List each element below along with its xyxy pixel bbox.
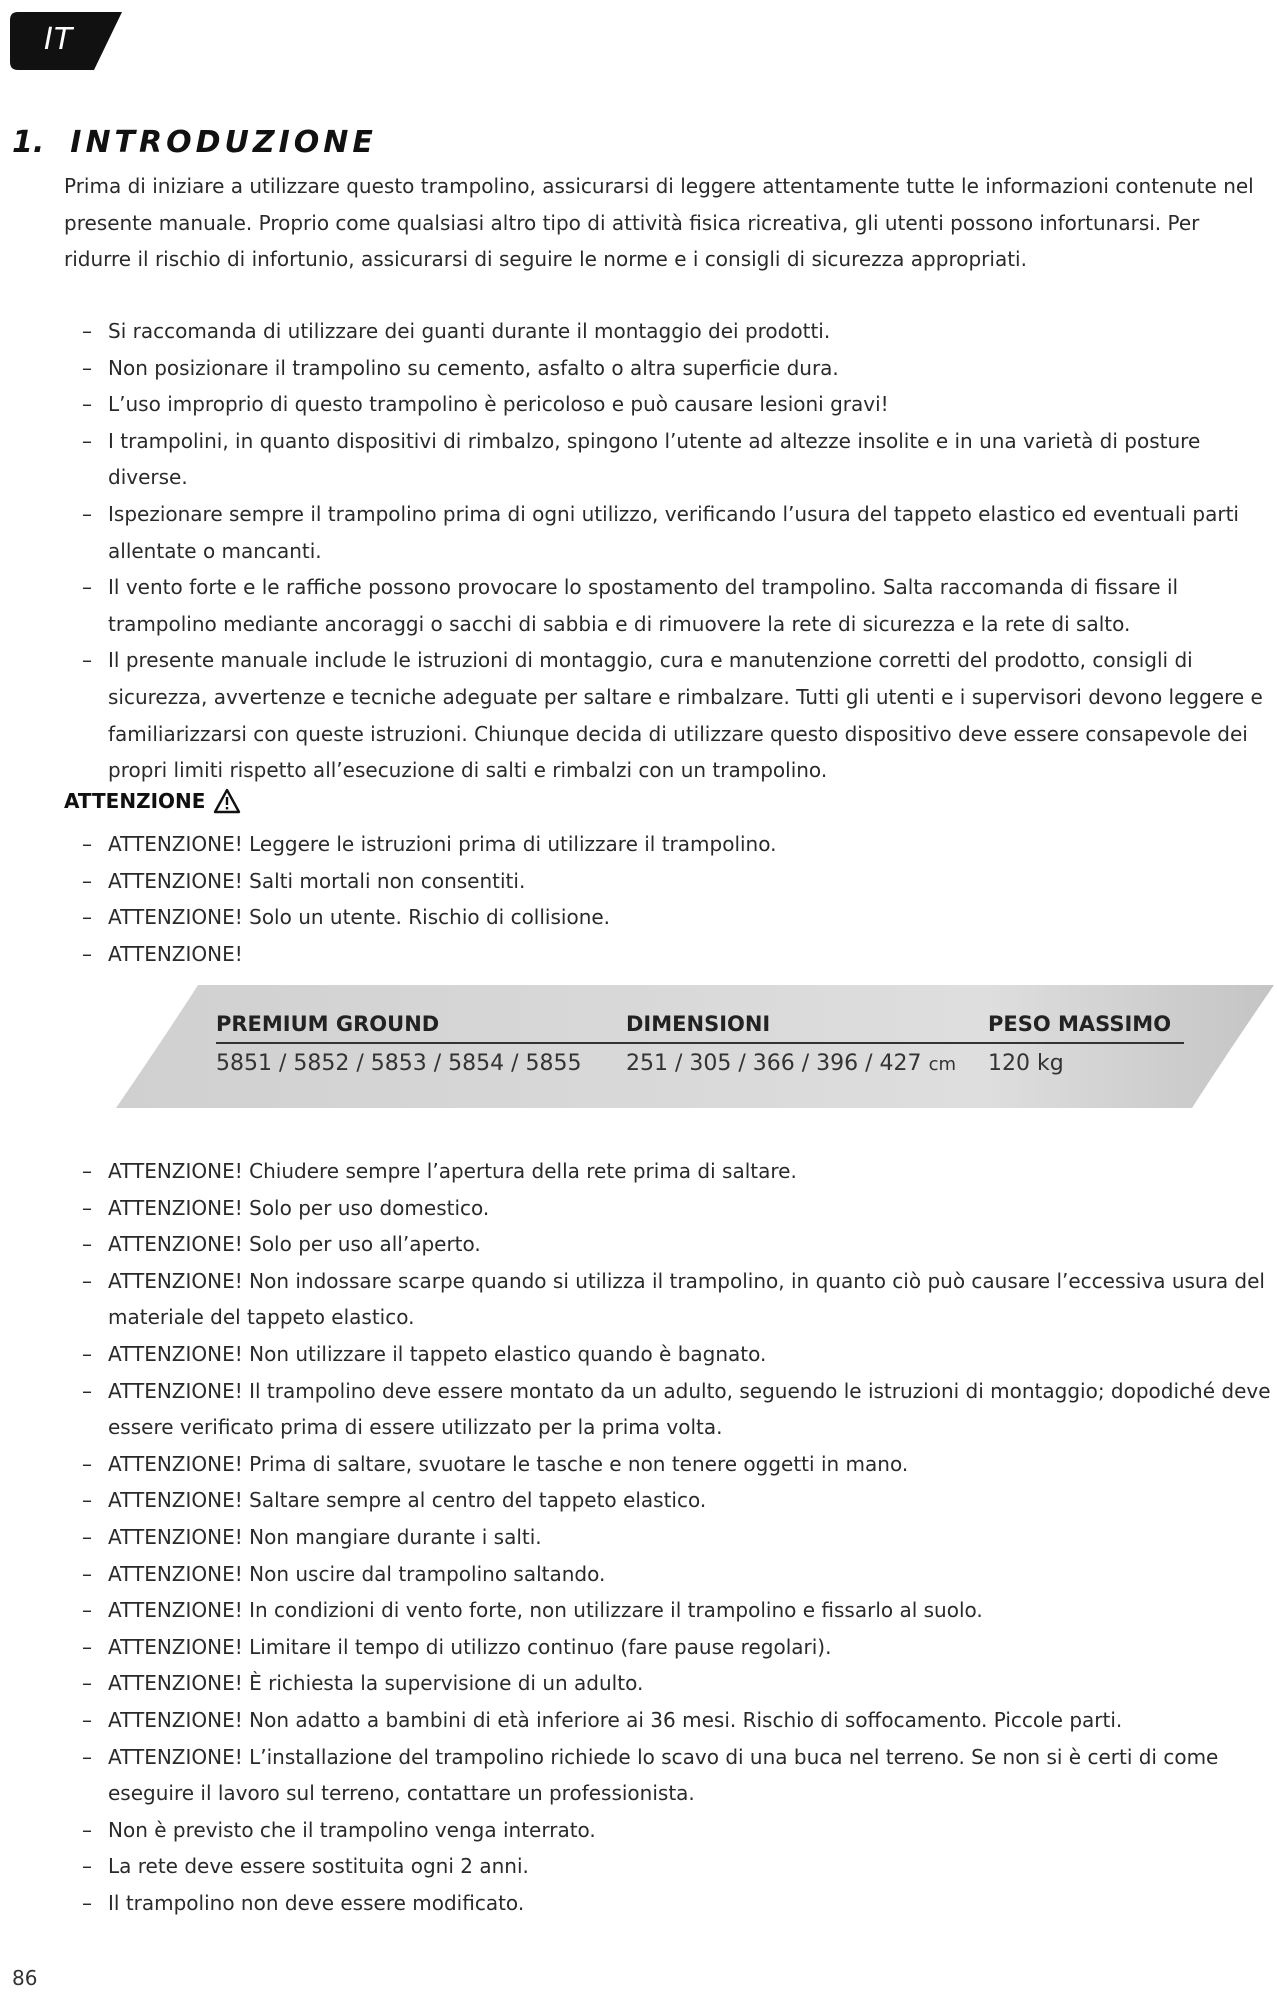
- models-cell: 5851 / 5852 / 5853 / 5854 / 5855: [216, 1051, 582, 1076]
- column-header: PESO MASSIMO: [988, 1012, 1172, 1036]
- warning-triangle-icon: [213, 788, 241, 814]
- list-item: – ATTENZIONE! Leggere le istruzioni prima di utilizzare il trampolino.: [82, 826, 1272, 863]
- table-row: [216, 1044, 1184, 1084]
- dimensions-unit: cm: [928, 1054, 956, 1075]
- warning-title: ATTENZIONE: [64, 789, 206, 813]
- list-item: – ATTENZIONE! Solo un utente. Rischio di collisione.: [82, 899, 1272, 936]
- spec-table: [216, 1006, 1184, 1084]
- page-number: 86: [12, 1966, 38, 1990]
- list-item: – ATTENZIONE! È richiesta la supervisione di un adulto.: [82, 1665, 1272, 1702]
- language-code: IT: [44, 22, 74, 57]
- section-heading: [12, 125, 377, 160]
- column-header: PREMIUM GROUND: [216, 1012, 440, 1036]
- table-header-row: [216, 1006, 1184, 1044]
- list-item: – ATTENZIONE! Non utilizzare il tappeto elastico quando è bagnato.: [82, 1336, 1272, 1373]
- list-item: – ATTENZIONE! Salti mortali non consentiti.: [82, 863, 1272, 900]
- warning-list-b: [82, 1153, 1272, 1921]
- list-item: – ATTENZIONE! Saltare sempre al centro del tappeto elastico.: [82, 1482, 1272, 1519]
- list-item: – La rete deve essere sostituita ogni 2 anni.: [82, 1848, 1272, 1885]
- list-item: – ATTENZIONE! Solo per uso all’aperto.: [82, 1226, 1272, 1263]
- dimensions-cell: [626, 1044, 988, 1084]
- list-item: – I trampolini, in quanto dispositivi di rimbalzo, spingono l’utente ad altezze insolite e in una varietà di posture diverse.: [82, 423, 1272, 496]
- list-item: – Si raccomanda di utilizzare dei guanti durante il montaggio dei prodotti.: [82, 313, 1272, 350]
- list-item: – Il vento forte e le raffiche possono provocare lo spostamento del trampolino. Salta raccomanda di fissare il trampolino mediante ancoraggi o sacchi di sabbia e di rimuovere la rete di sicurezza e la rete di salto.: [82, 569, 1272, 642]
- list-item: – ATTENZIONE! Non indossare scarpe quando si utilizza il trampolino, in quanto ciò può causare l’eccessiva usura del materiale del tappeto elastico.: [82, 1263, 1272, 1336]
- list-item: – ATTENZIONE! Non adatto a bambini di età inferiore ai 36 mesi. Rischio di soffocamento. Piccole parti.: [82, 1702, 1272, 1739]
- list-item: – ATTENZIONE! Limitare il tempo di utilizzo continuo (fare pause regolari).: [82, 1629, 1272, 1666]
- safety-list: [82, 313, 1272, 789]
- warning-list-a: [82, 826, 1272, 972]
- list-item: – L’uso improprio di questo trampolino è pericoloso e può causare lesioni gravi!: [82, 386, 1272, 423]
- list-item: – Non è previsto che il trampolino venga interrato.: [82, 1812, 1272, 1849]
- language-tab: [10, 12, 122, 70]
- warning-heading: [64, 788, 241, 814]
- list-item: – ATTENZIONE! Non mangiare durante i salti.: [82, 1519, 1272, 1556]
- list-item: – Ispezionare sempre il trampolino prima di ogni utilizzo, verificando l’usura del tappeto elastico ed eventuali parti allentate o mancanti.: [82, 496, 1272, 569]
- column-header: DIMENSIONI: [626, 1012, 771, 1036]
- list-item: – ATTENZIONE! In condizioni di vento forte, non utilizzare il trampolino e fissarlo al suolo.: [82, 1592, 1272, 1629]
- list-item: – ATTENZIONE! Solo per uso domestico.: [82, 1190, 1272, 1227]
- section-number: 1.: [12, 125, 45, 160]
- list-item: – Il trampolino non deve essere modificato.: [82, 1885, 1272, 1922]
- list-item: – ATTENZIONE! Prima di saltare, svuotare le tasche e non tenere oggetti in mano.: [82, 1446, 1272, 1483]
- section-title: INTRODUZIONE: [70, 125, 377, 160]
- list-item: – ATTENZIONE! Il trampolino deve essere montato da un adulto, seguendo le istruzioni di montaggio; dopodiché deve essere verificato prima di essere utilizzato per la prima volta.: [82, 1373, 1272, 1446]
- list-item: – ATTENZIONE! Non uscire dal trampolino saltando.: [82, 1556, 1272, 1593]
- list-item: – ATTENZIONE! L’installazione del trampolino richiede lo scavo di una buca nel terreno. Se non si è certi di come eseguire il lavoro sul terreno, contattare un professionista.: [82, 1739, 1272, 1812]
- dimensions-value: 251 / 305 / 366 / 396 / 427: [626, 1051, 922, 1076]
- list-item: – ATTENZIONE!: [82, 936, 1272, 973]
- intro-paragraph: Prima di iniziare a utilizzare questo trampolino, assicurarsi di leggere attentamente tutte le informazioni contenute nel presente manuale. Proprio come qualsiasi altro tipo di attività fisica ricreativa, gli utenti possono infortunarsi. Per ridurre il rischio di infortunio, assicurarsi di seguire le norme e i consigli di sicurezza appropriati.: [64, 174, 1254, 272]
- list-item: – Il presente manuale include le istruzioni di montaggio, cura e manutenzione corretti del prodotto, consigli di sicurezza, avvertenze e tecniche adeguate per saltare e rimbalzare. Tutti gli utenti e i supervisori devono leggere e familiarizzarsi con queste istruzioni. Chiunque decida di utilizzare questo dispositivo deve essere consapevole dei propri limiti rispetto all’esecuzione di salti e rimbalzi con un trampolino.: [82, 642, 1272, 788]
- max-weight-cell: 120 kg: [988, 1051, 1064, 1076]
- list-item: – ATTENZIONE! Chiudere sempre l’apertura della rete prima di saltare.: [82, 1153, 1272, 1190]
- list-item: – Non posizionare il trampolino su cemento, asfalto o altra superficie dura.: [82, 350, 1272, 387]
